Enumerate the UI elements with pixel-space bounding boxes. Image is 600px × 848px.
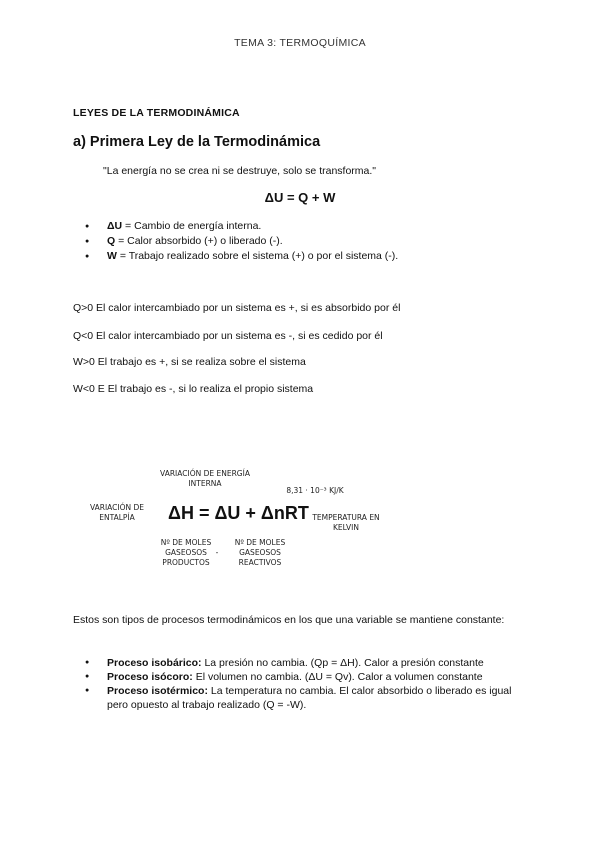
list-item — [85, 656, 525, 670]
definition-desc: = Cambio de energía interna. — [122, 220, 262, 232]
sign-rule-q-negative: Q<0 El calor intercambiado por un sistema es -, si es cedido por él — [73, 330, 383, 342]
list-item — [85, 219, 398, 234]
definitions-list — [85, 219, 398, 264]
process-desc: La temperatura no cambia. El calor absorbido o liberado es igual pero opuesto al trabajo realizado (Q = -W). — [107, 685, 512, 711]
sign-rule-w-positive: W>0 El trabajo es +, si se realiza sobre el sistema — [73, 356, 306, 368]
process-desc: La presión no cambia. (Qp = ΔH). Calor a presión constante — [201, 657, 484, 669]
sign-rule-w-negative: W<0 E El trabajo es -, si lo realiza el propio sistema — [73, 383, 314, 395]
label-moles-products: Nº DE MOLES GASEOSOS PRODUCTOS — [160, 538, 212, 567]
definition-desc: = Calor absorbido (+) o liberado (-). — [115, 235, 283, 247]
label-minus: - — [215, 548, 219, 557]
list-item — [85, 684, 525, 712]
law-quote: "La energía no se crea ni se destruye, solo se transforma." — [103, 165, 377, 177]
definition-term: W — [107, 250, 117, 262]
subsection-title: a) Primera Ley de la Termodinámica — [73, 134, 321, 150]
definition-desc: = Trabajo realizado sobre el sistema (+) o por el sistema (-). — [116, 250, 399, 262]
process-desc: El volumen no cambia. (ΔU = Qv). Calor a volumen constante — [192, 671, 483, 683]
list-item — [85, 670, 525, 684]
sign-rule-q-positive: Q>0 El calor intercambiado por un sistema es +, si es absorbido por él — [73, 302, 401, 314]
process-term: Proceso isócoro: — [107, 671, 193, 683]
label-internal-energy: VARIACIÓN DE ENERGÍA INTERNA — [160, 469, 250, 488]
page-header: TEMA 3: TERMOQUÍMICA — [234, 37, 366, 49]
list-item — [85, 234, 398, 249]
definition-term: Q — [107, 235, 116, 247]
label-moles-reactants: Nº DE MOLES GASEOSOS REACTIVOS — [234, 538, 286, 567]
processes-intro: Estos son tipos de procesos termodinámicos en los que una variable se mantiene constante: — [73, 614, 505, 626]
process-term: Proceso isotérmico: — [107, 685, 208, 697]
label-enthalpy: VARIACIÓN DE ENTALPÍA — [89, 503, 145, 522]
section-title: LEYES DE LA TERMODINÁMICA — [73, 107, 240, 119]
list-item — [85, 249, 398, 264]
enthalpy-formula: ΔH = ΔU + ΔnRT — [168, 503, 309, 523]
process-term: Proceso isobárico: — [107, 657, 202, 669]
label-temperature: TEMPERATURA EN KELVIN — [312, 513, 380, 532]
definition-term: ΔU — [107, 220, 123, 232]
label-r-value: 8,31 · 10⁻³ KJ/K — [286, 486, 344, 495]
processes-list — [85, 656, 525, 712]
first-law-formula: ΔU = Q + W — [264, 190, 336, 205]
